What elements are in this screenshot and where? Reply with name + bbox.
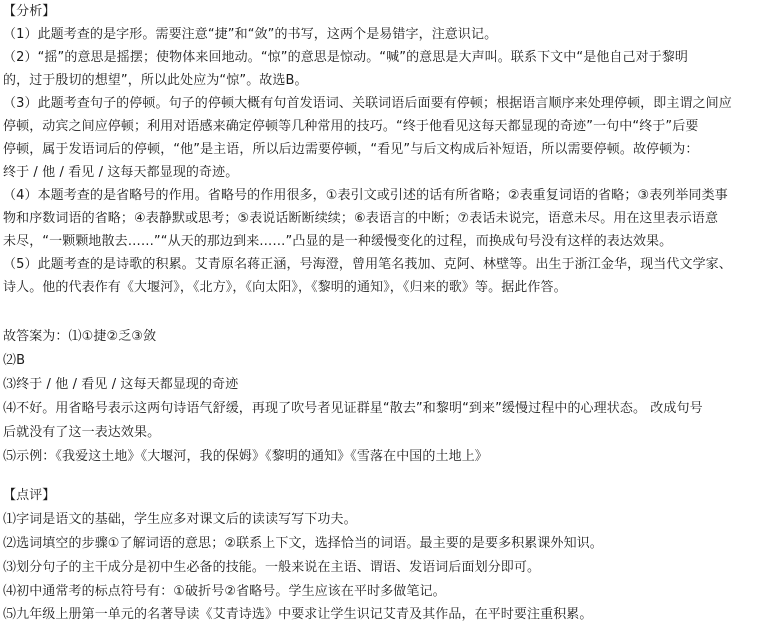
comment-line-1: ⑴字词是语文的基础，学生应多对课文后的读读写写下功夫。: [3, 512, 357, 527]
comment-line-4: ⑷初中通常考的标点符号有：①破折号②省略号。学生应该在平时多做笔记。: [3, 584, 446, 599]
analysis-line-6: 停顿，属于发语词后的停顿，“他”是主语，所以后边需要停顿，“看见”与后文构成后补短语，所以需要停顿。故停顿为：: [3, 142, 699, 157]
analysis-line-7: 终于 / 他 / 看见 / 这每天都显现的奇迹。: [3, 165, 239, 180]
analysis-line-1: （1）此题考查的是字形。需要注意“捷”和“敛”的书写，这两个是易错字，注意识记。: [3, 27, 498, 42]
answer-line-6: ⑸示例：《我爱这土地》《大堰河，我的保姆》《黎明的通知》《雪落在中国的土地上》: [3, 449, 488, 464]
answer-line-5: 后就没有了这一表达效果。: [3, 425, 161, 440]
answer-line-3: ⑶终于 / 他 / 看见 / 这每天都显现的奇迹: [3, 377, 239, 392]
answer-line-2: ⑵B: [3, 353, 26, 368]
analysis-line-11: （5）此题考查的是诗歌的积累。艾青原名蒋正涵，号海澄，曾用笔名莪加、克阿、林壁等。出生于浙江金华，现当代文学家、: [3, 257, 732, 272]
analysis-line-10: 未尽，“一颗颗地散去……”“从天的那边到来……”凸显的是一种缓慢变化的过程，而换成句号没有这样的表达效果。: [3, 234, 673, 249]
analysis-heading: 【分析】: [3, 4, 56, 19]
answer-line-1: 故答案为：⑴①捷②乏③敛: [3, 329, 157, 344]
analysis-line-12: 诗人。他的代表作有《大堰河》，《北方》，《向太阳》，《黎明的通知》，《归来的歌》等。据此作答。: [3, 280, 567, 295]
analysis-line-3: 的，过于殷切的想望”，所以此处应为“惊”。故选B。: [3, 73, 308, 88]
comment-line-5: ⑸九年级上册第一单元的名著导读《艾青诗选》中要求让学生识记艾青及其作品，在平时要注重积累。: [3, 607, 593, 622]
answer-line-4: ⑷不好。用省略号表示这两句诗语气舒缓，再现了吹号者见证群星“散去”和黎明“到来”缓慢过程中的心理状态。 改成句号: [3, 401, 703, 416]
analysis-line-5: 停顿，动宾之间应停顿；利用对语感来确定停顿等几种常用的技巧。“终于他看见这每天都显现的奇迹”一句中“终于”后要: [3, 119, 699, 134]
analysis-line-2: （2）“摇”的意思是摇摆；使物体来回地动。“惊”的意思是惊动。“喊”的意思是大声叫。联系下文中“是他自己对于黎明: [3, 50, 689, 65]
comment-heading: 【点评】: [3, 488, 56, 503]
comment-line-2: ⑵选词填空的步骤①了解词语的意思；②联系上下文，选择恰当的词语。最主要的是要多积累课外知识。: [3, 536, 603, 551]
analysis-line-9: 物和序数词语的省略；④表静默或思考；⑤表说话断断续续；⑥表语言的中断；⑦表话未说完，语意未尽。用在这里表示语意: [3, 211, 719, 226]
comment-line-3: ⑶划分句子的主干成分是初中生必备的技能。一般来说在主语、谓语、发语词后面划分即可。: [3, 560, 541, 575]
analysis-line-8: （4）本题考查的是省略号的作用。省略号的作用很多，①表引文或引述的话有所省略；②表重复词语的省略；③表列举同类事: [3, 188, 728, 203]
analysis-line-4: （3）此题考查句子的停顿。句子的停顿大概有句首发语词、关联词语后面要有停顿；根据语言顺序来处理停顿，即主谓之间应: [3, 96, 732, 111]
